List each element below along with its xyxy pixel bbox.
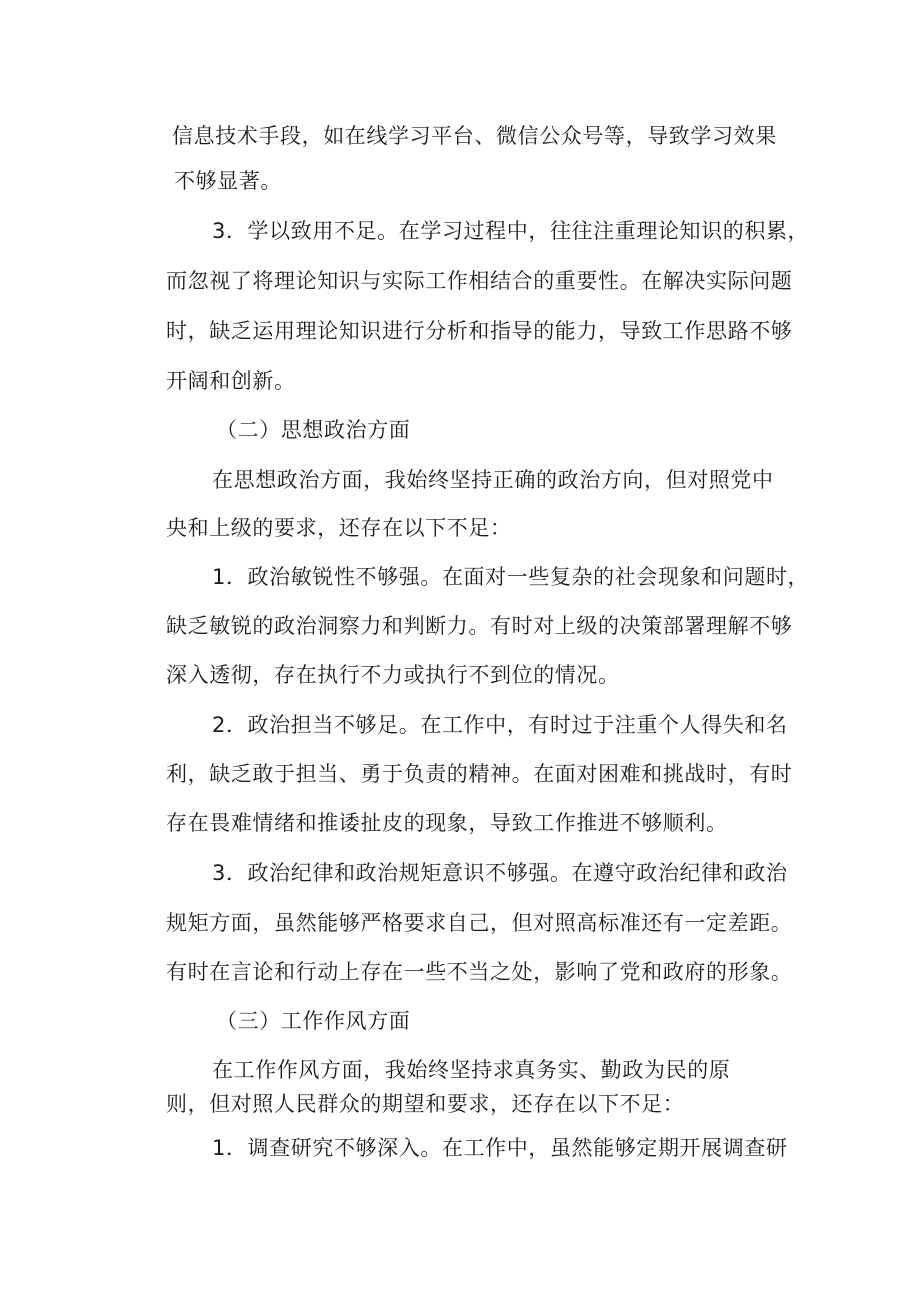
text-line: 信息技术手段，如在线学习平台、微信公众号等，导致学习效果	[172, 124, 777, 148]
text-line: 1．政治敏锐性不够强。在面对一些复杂的社会现象和问题时，	[212, 565, 810, 589]
text-line: 开阔和创新。	[166, 369, 296, 393]
section-heading: （二）思想政治方面	[216, 418, 411, 442]
text-line: 而忽视了将理论知识与实际工作相结合的重要性。在解决实际问题	[166, 269, 793, 293]
text-line: 时，缺乏运用理论知识进行分析和指导的能力，导致工作思路不够	[166, 319, 793, 343]
text-line: 3．学以致用不足。在学习过程中，往往注重理论知识的积累，	[212, 219, 810, 243]
text-line: 不够显著。	[174, 169, 282, 193]
text-line: 在思想政治方面，我始终坚持正确的政治方向，但对照党中	[212, 468, 774, 492]
text-line: 则，但对照人民群众的期望和要求，还存在以下不足：	[166, 1092, 685, 1116]
text-line: 央和上级的要求，还存在以下不足：	[166, 516, 512, 540]
text-line: 3．政治纪律和政治规矩意识不够强。在遵守政治纪律和政治	[212, 861, 788, 885]
text-line: 缺乏敏锐的政治洞察力和判断力。有时对上级的决策部署理解不够	[166, 614, 793, 638]
text-line: 1．调查研究不够深入。在工作中，虽然能够定期开展调查研	[212, 1136, 788, 1160]
text-line: 存在畏难情绪和推诿扯皮的现象，导致工作推进不够顺利。	[166, 811, 728, 835]
text-line: 深入透彻，存在执行不力或执行不到位的情况。	[166, 663, 620, 687]
text-line: 利，缺乏敢于担当、勇于负责的精神。在面对困难和挑战时，有时	[166, 762, 793, 786]
text-line: 2．政治担当不够足。在工作中，有时过于注重个人得失和名	[212, 713, 788, 737]
section-heading: （三）工作作风方面	[216, 1009, 411, 1033]
text-line: 规矩方面，虽然能够严格要求自己，但对照高标准还有一定差距。	[166, 911, 793, 935]
text-line: 在工作作风方面，我始终坚持求真务实、勤政为民的原	[212, 1058, 731, 1082]
text-line: 有时在言论和行动上存在一些不当之处，影响了党和政府的形象。	[166, 960, 793, 984]
